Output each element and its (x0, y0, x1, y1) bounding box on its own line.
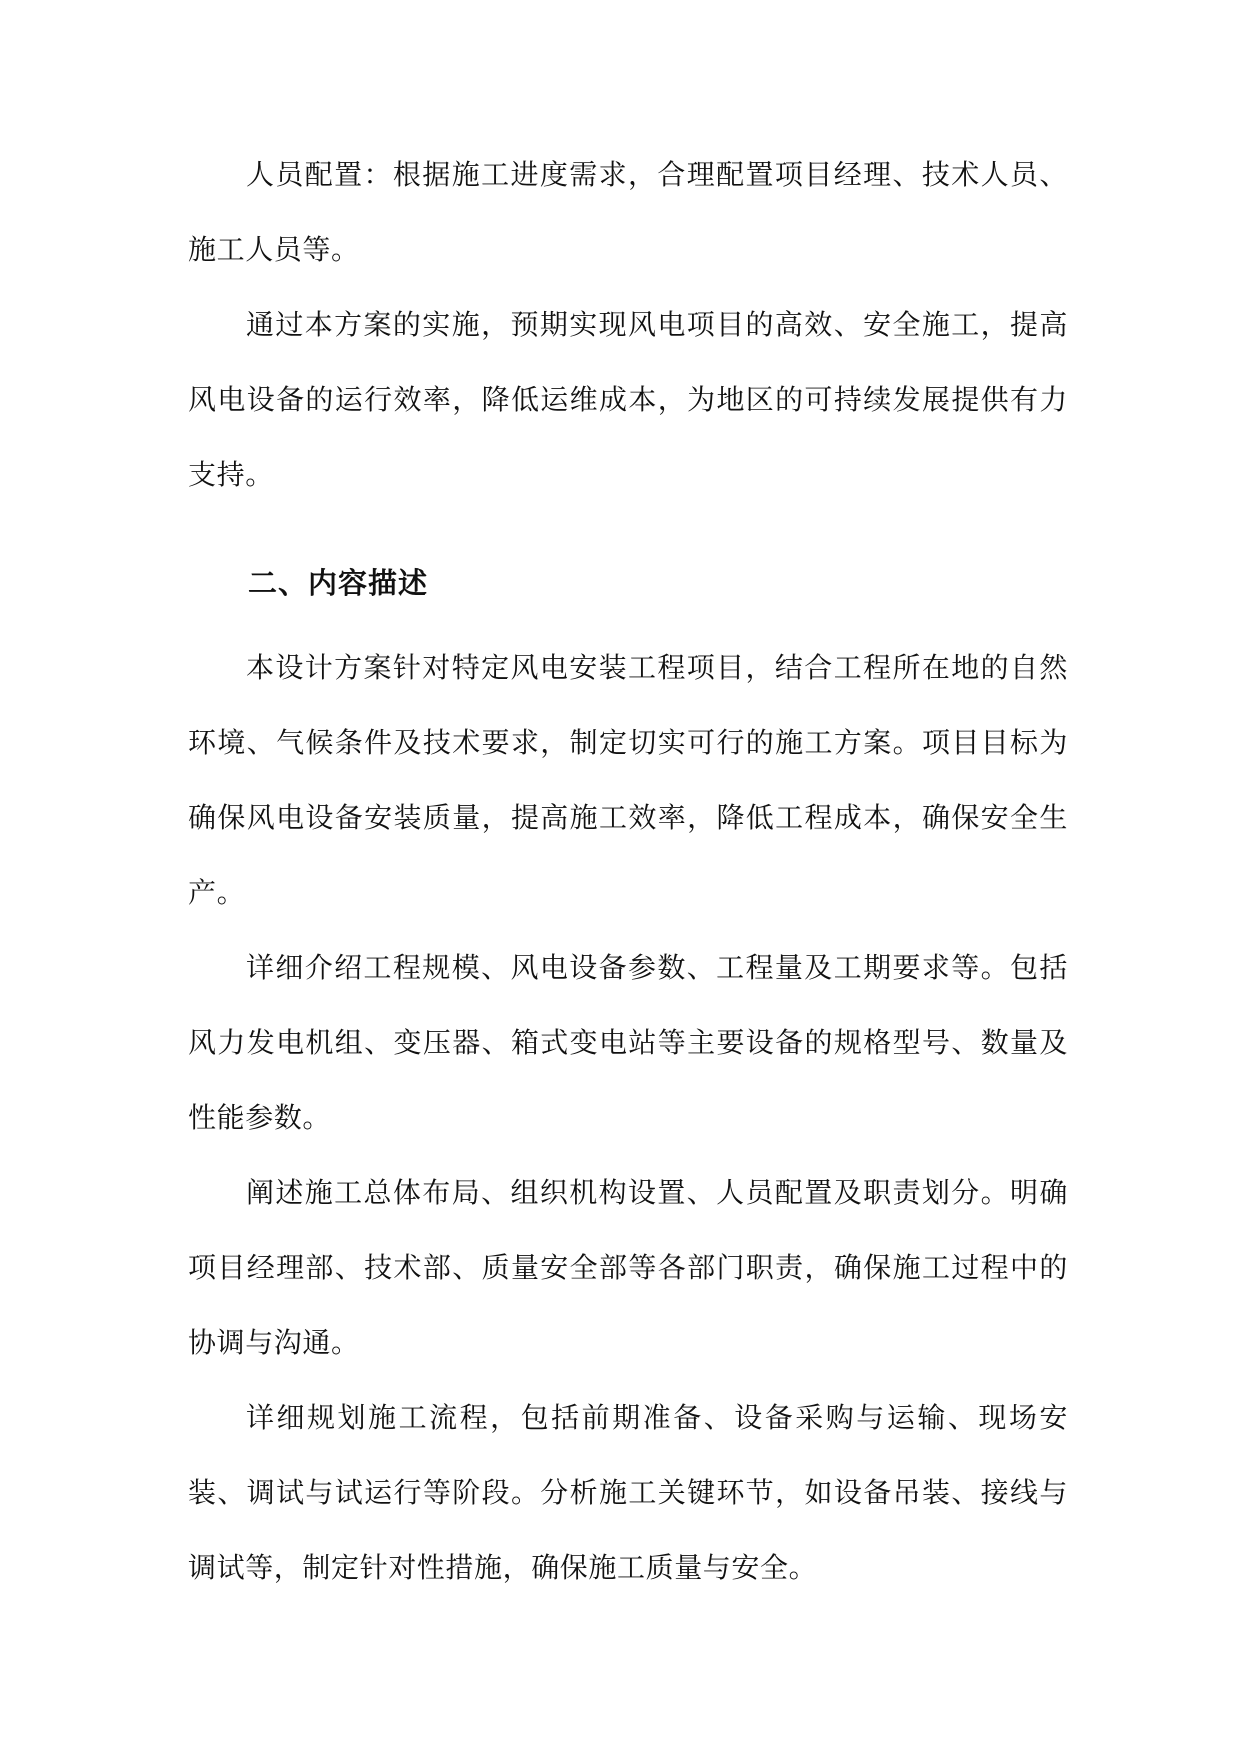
paragraph-expected-outcome: 通过本方案的实施，预期实现风电项目的高效、安全施工，提高风电设备的运行效率，降低运维成本，为地区的可持续发展提供有力支持。 (188, 308, 1068, 491)
paragraph-engineering-scale: 详细介绍工程规模、风电设备参数、工程量及工期要求等。包括风力发电机组、变压器、箱式变电站等主要设备的规格型号、数量及性能参数。 (188, 951, 1068, 1134)
paragraph-staffing: 人员配置：根据施工进度需求，合理配置项目经理、技术人员、施工人员等。 (188, 158, 1068, 266)
paragraph-organization: 阐述施工总体布局、组织机构设置、人员配置及职责划分。明确项目经理部、技术部、质量安全部等各部门职责，确保施工过程中的协调与沟通。 (188, 1176, 1068, 1359)
section-heading: 二、内容描述 (248, 566, 429, 600)
paragraph-construction-process: 详细规划施工流程，包括前期准备、设备采购与运输、现场安装、调试与试运行等阶段。分析施工关键环节，如设备吊装、接线与调试等，制定针对性措施，确保施工质量与安全。 (188, 1401, 1068, 1584)
paragraph-project-overview: 本设计方案针对特定风电安装工程项目，结合工程所在地的自然环境、气候条件及技术要求，制定切实可行的施工方案。项目目标为确保风电设备安装质量，提高施工效率，降低工程成本，确保安全生产。 (188, 651, 1068, 909)
